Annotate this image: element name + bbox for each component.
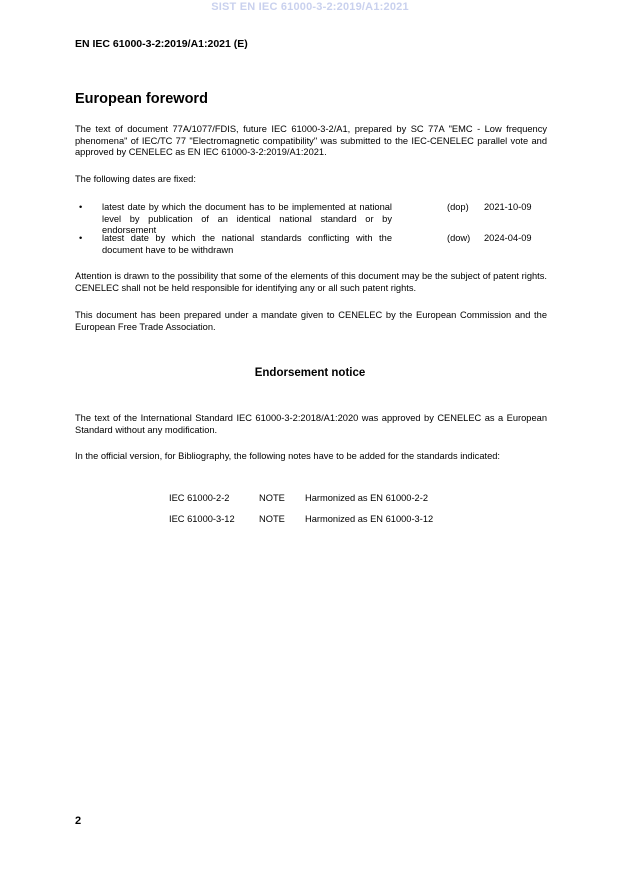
standard-id: IEC 61000-2-2 bbox=[169, 493, 230, 503]
page-number: 2 bbox=[75, 815, 82, 827]
date-item-text: latest date by which the document has to be implemented at national level by publication of an identical national standard or by endorsement bbox=[102, 202, 392, 235]
standard-note: NOTE bbox=[259, 514, 285, 524]
bullet-icon: • bbox=[79, 202, 83, 212]
standard-harmonized: Harmonized as EN 61000-3-12 bbox=[305, 514, 434, 524]
date-item-code: (dow) bbox=[447, 233, 471, 243]
date-item-code: (dop) bbox=[447, 202, 469, 212]
date-item-date: 2024-04-09 bbox=[484, 233, 532, 243]
document-identifier: EN IEC 61000-3-2:2019/A1:2021 (E) bbox=[75, 38, 248, 50]
patent-paragraph: Attention is drawn to the possibility that some of the elements of this document may be the subject of patent rights. CENELEC shall not be held responsible for identifying any or all such patent rights. bbox=[75, 271, 547, 293]
bibliography-paragraph: In the official version, for Bibliography, the following notes have to be added for the standards indicated: bbox=[75, 451, 500, 461]
foreword-heading: European foreword bbox=[75, 91, 208, 107]
date-item-date: 2021-10-09 bbox=[484, 202, 532, 212]
standard-id: IEC 61000-3-12 bbox=[169, 514, 235, 524]
date-item-text: latest date by which the national standards conflicting with the document have to be withdrawn bbox=[102, 233, 392, 255]
watermark-text: SIST EN IEC 61000-3-2:2019/A1:2021 bbox=[211, 1, 409, 13]
foreword-paragraph: The text of document 77A/1077/FDIS, future IEC 61000-3-2/A1, prepared by SC 77A "EMC - Low frequency phenomena" of IEC/TC 77 "Electromagnetic compatibility" was submitted to the IEC-CENELEC parallel vote and approved by CENELEC as EN IEC 61000-3-2:2019/A1:2021. bbox=[75, 124, 547, 157]
endorsement-heading: Endorsement notice bbox=[254, 367, 366, 379]
standard-note: NOTE bbox=[259, 493, 285, 503]
bullet-icon: • bbox=[79, 233, 83, 243]
mandate-paragraph: This document has been prepared under a mandate given to CENELEC by the European Commission and the European Free Trade Association. bbox=[75, 310, 547, 332]
endorsement-paragraph: The text of the International Standard IEC 61000-3-2:2018/A1:2020 was approved by CENELEC as a European Standard without any modification. bbox=[75, 413, 547, 435]
standard-harmonized: Harmonized as EN 61000-2-2 bbox=[305, 493, 428, 503]
dates-intro: The following dates are fixed: bbox=[75, 174, 196, 184]
